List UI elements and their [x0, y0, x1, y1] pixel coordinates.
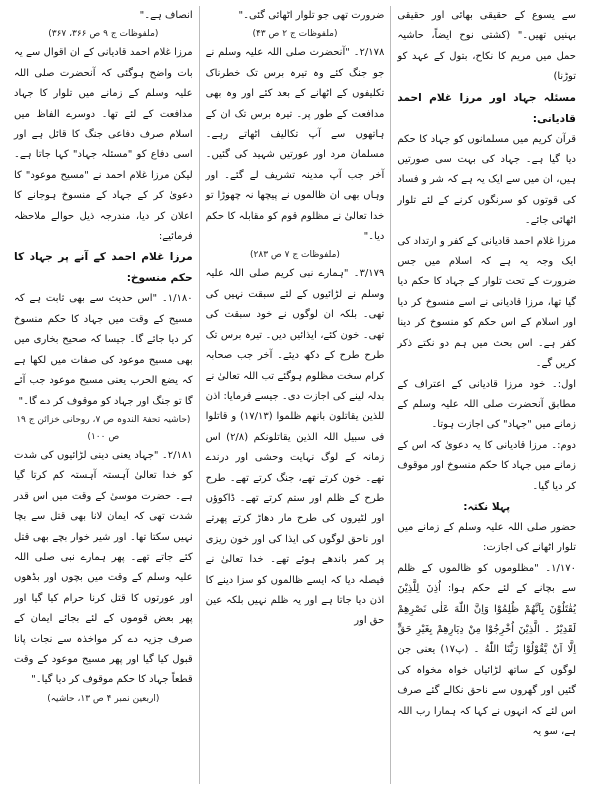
section-heading: پہلا نکتہ: [463, 500, 511, 513]
paragraph: دوم:۔ مرزا قادیانی کا یہ دعویٰ کہ اس کے زمانے میں جہاد کا حکم منسوخ اور موقوف کر دیا گیا۔ [397, 439, 576, 492]
paragraph: حضور صلی اللہ علیہ وسلم کے زمانے میں تلوار اٹھانے کی اجازت: [397, 521, 576, 554]
paragraph: قرآن کریم میں مسلمانوں کو جہاد کا حکم دیا گیا ہے۔ جہاد کی بہت سی صورتیں ہیں، ان میں سے ایک یہ ہے کہ شر و فساد کی قوتوں کو سرنگوں کرنے کے لئے تلوار اٹھائی جائے۔ [397, 133, 576, 227]
paragraph: ۳/۱۷۹۔ "ہمارے نبی کریم صلی اللہ علیہ وسلم نے لڑائیوں کے لئے سبقت نہیں کی تھی۔ بلکہ ان لوگوں نے خود سبقت کی تھی۔ خون کئے، ایذائیں دیں۔ تیرہ برس تک طرح طرح کے دکھ دیئے۔ آخر جب صحابہ کرام سخت مظلوم ہوگئے تب اللہ تعالیٰ نے بدلہ لینے کی اجازت دی۔ جیسے فرمایا: اذن للذین یقاتلون بانهم ظلموا (۱۷/۱۳) و قاتلوا فی سبیل اللہ الذین یقاتلونکم (۲/۸) اس زمانہ کے لوگ نہایت وحشی اور درندے تھے۔ خون کرتے تھے، جنگ کرتے تھے۔ طرح طرح کے ظلم اور ستم کرتے تھے۔ ڈاکوؤں اور لٹیروں کی طرح مار دھاڑ کرتے پھرتے اور ناحق لوگوں کی ایذا کی اور خون ریزی پر کمر باندھے ہوئے تھے۔ خدا تعالیٰ نے فیصلہ دیا کہ ایسے ظالموں کو سزا دینے کا اذن دیا جاتا ہے اور یہ ظلم نہیں بلکہ عین حق اور [205, 268, 385, 627]
section-heading: مسئلہ جہاد اور مرزا غلام احمد قادیانی: [397, 91, 576, 125]
reference-citation: (ملفوظات ج ۷ ص ۲۸۳) [250, 250, 340, 261]
paragraph: ۱/۱۷۰۔ "مظلوموں کو ظالموں کے ظلم سے بچانے کے لئے حکم ہوا: اُذِنَ لِلَّذِیْنَ یُقٰتَلُوْنَ بِاَنَّهُمْ ظُلِمُوْا وَاِنَّ اللّٰهَ عَلٰی نَصْرِهِمْ لَقَدِیْرُ ۔ الَّذِیْنَ اُخْرِجُوْا مِنْ دِیَارِهِمْ بِغَیْرِ حَقٍّ اِلَّا اَنْ یَّقُوْلُوْا رَبُّنَا اللّٰهُ ۔ (پ۱۷) یعنی جن لوگوں کے ساتھ لڑائیاں خواہ مخواہ کی گئیں اور گھروں سے ناحق نکالے گئے صرف اس لئے کہ انہوں نے کہا کہ ہمارا رب اللہ ہے، سو یہ [397, 562, 576, 737]
reference-citation: (اربعین نمبر ۴ ص ۱۳، حاشیہ) [47, 693, 160, 704]
paragraph: سے یسوع کے حقیقی بھائی اور حقیقی بہنیں تھیں۔" (کشتی نوح ایضاً، حاشیہ حمل میں مریم کا نکاح، بتول کے عہد کو توڑنا) [397, 10, 576, 83]
paragraph: انصاف ہے۔" [139, 10, 193, 21]
column-left [8, 6, 200, 784]
paragraph: ۲/۱۷۸۔ "آنحضرت صلی اللہ علیہ وسلم نے جو جنگ کئے وہ تیرہ برس تک خطرناک تکلیفوں کے اٹھانے کے بعد کئے اور وہ بھی مدافعت کے طور پر۔ تیرہ برس تک ان کے ہاتھوں سے آپ تکالیف اٹھاتے رہے۔ مسلمان مرد اور عورتیں شہید کی گئیں۔ آخر جب آپ مدینہ تشریف لے گئے۔ اور وہاں بھی ان ظالموں نے پیچھا نہ چھوڑا تو خدا تعالیٰ نے مظلوم قوم کو مقابلہ کا حکم دیا۔" [205, 47, 385, 243]
paragraph: مرزا غلام احمد قادیانی کے ان اقوال سے یہ بات واضح ہوگئی کہ آنحضرت صلی اللہ علیہ وسلم کے زمانے میں تلوار کا جہاد مدافعت کے لئے تھا۔ دوسرے الفاظ میں اسلام صرف دفاعی جنگ کا قائل ہے اور اسی دفاع کو "مسئلہ جہاد" کہا جاتا ہے۔ لیکن مرزا غلام احمد نے "مسیح موعود" کا دعویٰ کر کے جہاد کے منسوخ ہوجانے کا اعلان کر دیا، مندرجہ ذیل حوالے ملاحظہ فرمائیے: [13, 47, 193, 243]
column-middle [200, 6, 392, 784]
paragraph: ضرورت تھی جو تلوار اٹھائی گئی۔" [238, 10, 385, 21]
reference-citation: (ملفوظات ج ۲ ص ۴۳) [252, 29, 338, 40]
reference-citation: (حاشیہ تحفۃ الندوہ ص ۷، روحانی خزائن ج ۱۹ ص ۱۰۰) [16, 414, 191, 442]
paragraph: مرزا غلام احمد قادیانی کے کفر و ارتداد کی ایک وجہ یہ ہے کہ اسلام میں جس ضرورت کے تحت تلوار کے جہاد کا حکم دیا گیا تھا، مرزا قادیانی نے اسے منسوخ کر دیا اور اسلام کے اس حکم کو منسوخ کر دینا کفر ہے۔ اس بحث میں ہم دو نکتے ذکر کریں گے۔ [397, 235, 576, 370]
section-heading: مرزا غلام احمد کے آنے پر جہاد کا حکم منسوخ: [13, 251, 193, 285]
reference-citation: (ملفوظات ج ۹ ص ۳۶۶، ۳۶۷) [48, 29, 159, 40]
column-right [391, 6, 582, 784]
paragraph: ۲/۱۸۱۔ "جہاد یعنی دینی لڑائیوں کی شدت کو خدا تعالیٰ آہستہ آہستہ کم کرتا گیا ہے۔ حضرت موسیٰ کے وقت میں اس قدر شدت تھی کہ ایمان لانا بھی قتل سے بچا نہیں سکتا تھا۔ اور شیر خوار بچے بھی قتل کئے جاتے تھے۔ پھر ہمارے نبی صلی اللہ علیہ وسلم کے وقت میں بچوں اور بڈھوں اور عورتوں کا قتل کرنا حرام کیا گیا اور پھر بعض قوموں کے لئے بجائے ایمان کے صرف جزیہ دے کر مواخذہ سے نجات پانا قبول کیا گیا اور پھر مسیح موعود کے وقت قطعاً جہاد کا حکم موقوف کر دیا گیا۔" [13, 449, 193, 686]
paragraph: ۱/۱۸۰۔ "اس حدیث سے بھی ثابت ہے کہ مسیح کے وقت میں جہاد کا حکم منسوخ کر دیا جائے گا۔ جیسا کہ صحیح بخاری میں بھی مسیح موعود کی صفات میں لکھا ہے کہ یضع الحرب یعنی مسیح موعود جب آئے گا تو جنگ اور جہاد کو موقوف کر دے گا۔" [13, 293, 193, 407]
paragraph: اول:۔ خود مرزا قادیانی کے اعتراف کے مطابق آنحضرت صلی اللہ علیہ وسلم کے زمانے میں "جہاد" کی اجازت ہوتا۔ [397, 378, 576, 431]
